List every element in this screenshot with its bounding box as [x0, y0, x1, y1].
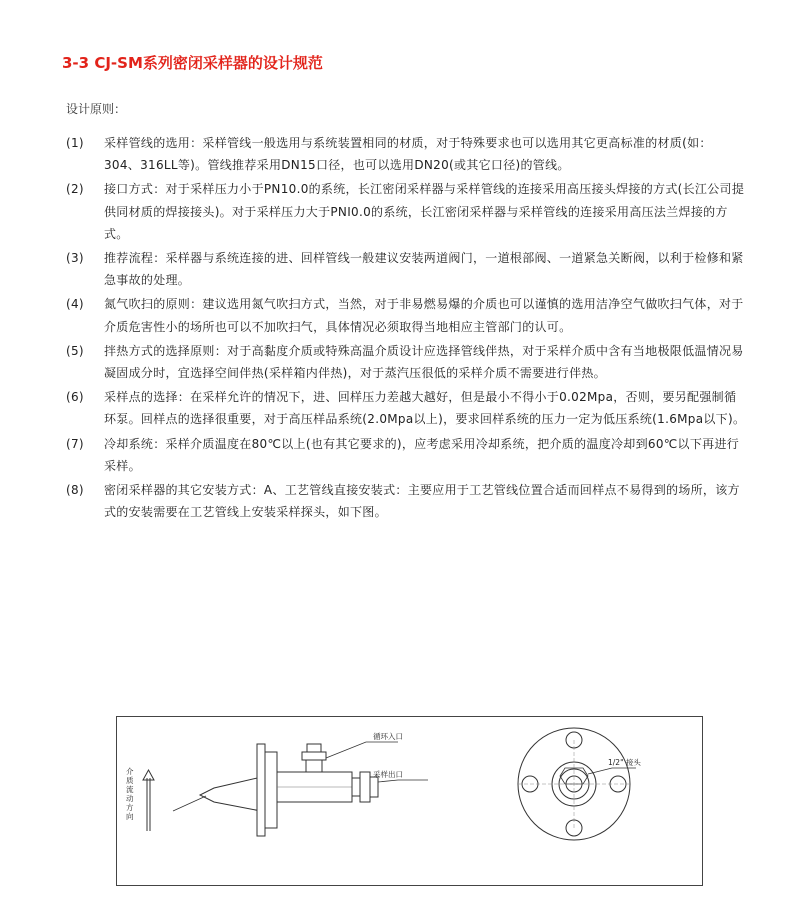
- inlet-fitting: [302, 744, 326, 772]
- item-number: (8): [66, 483, 84, 498]
- flow-arrow-icon: [143, 770, 154, 831]
- list-item: [66, 479, 746, 523]
- item-number: (2): [66, 182, 84, 197]
- item-text: 推荐流程：采样器与系统连接的进、回样管线一般建议安装两道阀门，一道根部阀、一道紧急关断阀，以利于检修和紧急事故的处理。: [104, 251, 744, 288]
- installation-diagram: [116, 716, 703, 886]
- item-text: 密闭采样器的其它安装方式：A、工艺管线直接安装式：主要应用于工艺管线位置合适而回样点不易得到的场所，该方式的安装需要在工艺管线上安装采样探头，如下图。: [104, 483, 740, 520]
- flange: [265, 752, 277, 828]
- section-title: 3-3 CJ-SM系列密闭采样器的设计规范: [62, 54, 323, 72]
- item-text: 接口方式：对于采样压力小于PN10.0的系统，长江密闭采样器与采样管线的连接采用高压接头焊接的方式(长江公司提供同材质的焊接接头)。对于采样压力大于PNI0.0的系统，长江密闭采样器与采样管线的连接采用高压法兰焊接的方式。: [104, 182, 745, 241]
- inlet-label: 循环入口: [373, 732, 403, 741]
- flange-plate: [257, 744, 265, 836]
- inlet-leader: [326, 742, 398, 758]
- item-text: 拌热方式的选择原则：对于高黏度介质或特殊高温介质设计应选择管线伴热，对于采样介质中含有当地极限低温情况易凝固成分时，宜选择空间伴热(采样箱内伴热)，对于蒸汽压很低的采样介质不需要进行伴热。: [104, 343, 744, 381]
- joint-label: 1/2" 接头: [608, 758, 641, 767]
- item-number: (1): [66, 136, 84, 150]
- list-item: [66, 247, 746, 291]
- item-text: 冷却系统：采样介质温度在80℃以上(也有其它要求的)，应考虑采用冷却系统，把介质的温度冷却到60℃以下再进行采样。: [104, 436, 740, 473]
- item-number: (7): [66, 436, 84, 451]
- intro-label: 设计原则：: [66, 102, 127, 116]
- list-item: [66, 132, 746, 176]
- outlet-label: 采样出口: [373, 770, 403, 779]
- list-item: [66, 386, 746, 430]
- list-item: [66, 178, 746, 245]
- diagram-svg: [116, 716, 703, 886]
- item-number: (6): [66, 390, 84, 405]
- list-item: [66, 433, 746, 477]
- outlet-leader: [378, 780, 428, 782]
- item-number: (4): [66, 297, 84, 312]
- principles-list: [66, 132, 746, 525]
- item-number: (3): [66, 251, 84, 266]
- flange-front-view: [518, 728, 630, 840]
- item-text: 采样管线的选用：采样管线一般选用与系统装置相同的材质，对于特殊要求也可以选用其它更高标准的材质(如：304、316LL等)。管线推荐采用DN15口径，也可以选用DN20(或其它口径)的管线。: [104, 136, 712, 173]
- item-number: (5): [66, 343, 84, 358]
- probe-tip: [173, 776, 266, 812]
- flow-direction-label: 介质流动方向: [126, 767, 134, 821]
- list-item: [66, 293, 746, 337]
- item-text: 采样点的选择：在采样允许的情况下，进、回样压力差越大越好，但是最小不得小于0.02Mpa，否则，要另配强制循环泵。回样点的选择很重要，对于高压样品系统(2.0Mpa以上)，要求回样系统的压力一定为低压系统(1.6Mpa以下)。: [104, 390, 746, 427]
- item-text: 氮气吹扫的原则：建议选用氮气吹扫方式，当然，对于非易燃易爆的介质也可以谨慎的选用洁净空气做吹扫气体，对于介质危害性小的场所也可以不加吹扫气，具体情况必须取得当地相应主管部门的认可。: [104, 297, 744, 334]
- list-item: [66, 340, 746, 384]
